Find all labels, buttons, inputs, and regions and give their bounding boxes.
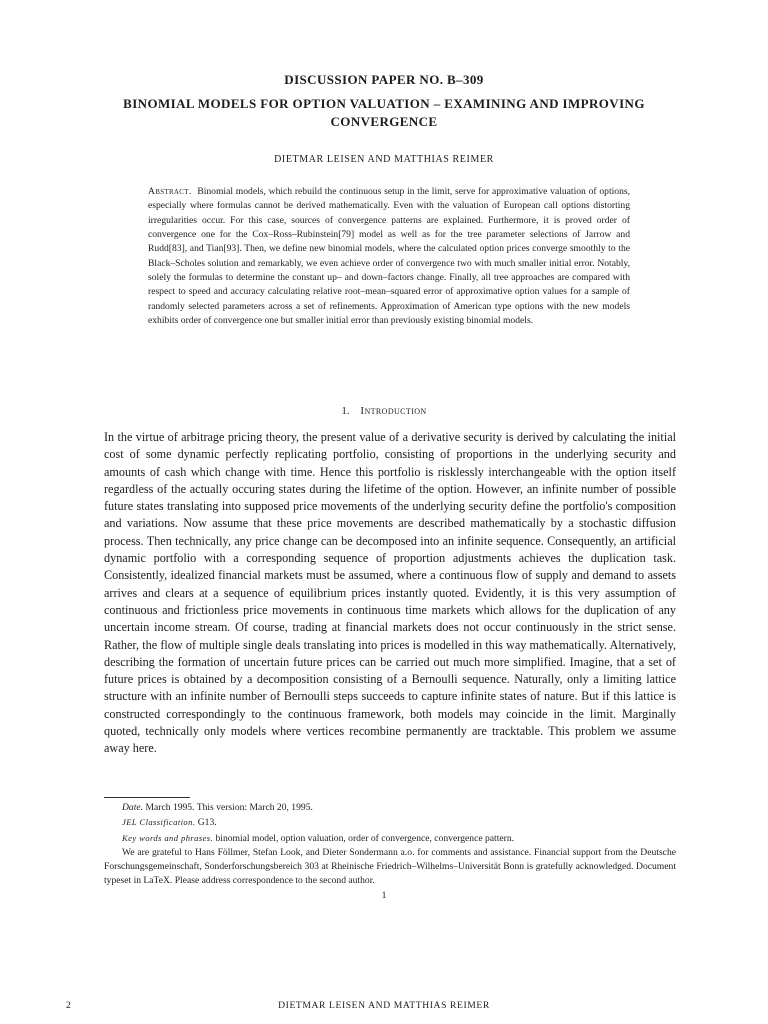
footnote-keywords (104, 831, 676, 846)
section-title: Introduction (360, 405, 427, 417)
footnote-keywords-label: Key words and phrases. (122, 832, 214, 843)
paper-authors: DIETMAR LEISEN AND MATTHIAS REIMER (274, 154, 494, 165)
section-heading (0, 405, 768, 417)
section-number: 1. (341, 405, 350, 417)
footnote-acknowledgment: We are grateful to Hans Föllmer, Stefan Look, and Dieter Sondermann a.o. for comments and assistance. Financial support from the Deutsche Forschungsgemeinschaft, Sonderforschungsbereich 303 at Rheinische Friedrich–Wilhelms–Universität Bonn is gratefully acknowledged. Document typeset in LaTeX. Please address correspondence to the second author. (104, 846, 676, 887)
footnote-date (104, 801, 676, 815)
footnote-jel (104, 815, 676, 830)
abstract (148, 185, 630, 328)
abstract-text: Binomial models, which rebuild the continuous setup in the limit, serve for approximative valuation of options, especially where formulas cannot be derived mathematically. Even with the valuation of European call options distorting irregularities occur. For this case, sources of convergence patterns are explained. Furthermore, it is proved order of convergence one for the Cox–Ross–Rubinstein[79] model as well as for the tree parameter selections of Jarrow and Rudd[83], and Tian[93]. Then, we define new binomial models, where the calculated option prices converge smoothly to the Black–Scholes solution and remarkably, we even achieve order of convergence two with much smaller initial error. Notably, solely the formulas to determine the constant up– and down–factors change. Finally, all tree approaches are compared with respect to speed and accuracy calculating relative root–mean–squared error of approximative option values for a sample of randomly selected parameters across a set of refinements. Approximation of American type options with the new models exhibits order of convergence one but smaller initial error than previously existing binomial models. (148, 186, 630, 327)
running-header: DIETMAR LEISEN AND MATTHIAS REIMER (278, 1000, 490, 1011)
abstract-label: Abstract. (148, 186, 192, 197)
footnote-date-text: March 1995. This version: March 20, 1995. (145, 802, 313, 813)
footnote-jel-text: G13. (197, 817, 217, 829)
running-page-number: 2 (66, 1000, 71, 1011)
page-number: 1 (381, 890, 387, 901)
paper-title: BINOMIAL MODELS FOR OPTION VALUATION – EXAMINING AND IMPROVING CONVERGENCE (123, 96, 645, 129)
footnote-keywords-text: binomial model, option valuation, order of convergence, convergence pattern. (215, 832, 515, 844)
footnote-jel-label: JEL Classification. (122, 817, 196, 828)
footnote-date-label: Date. (122, 802, 144, 813)
discussion-paper-number: DISCUSSION PAPER NO. B–309 (284, 72, 484, 87)
footnote-divider (104, 797, 190, 798)
footnotes (104, 801, 676, 889)
introduction-paragraph: In the virtue of arbitrage pricing theory, the present value of a derivative security is derived by calculating the initial cost of some dynamic perfectly replicating portfolio, consisting of proportions in the underlying security and amounts of cash which change with time. Hence this portfolio is risklessly interchangeable with the option itself regardless of the actually occuring states during the lifetime of the option. However, an infinite number of possible future states translating into supposed price movements of the underlying security define the portfolio's composition and variations. Now assume that these price movements are described mathematically by a stochastic diffusion process. Then technically, any price change can be decomposed into an infinite sequence. Consequently, an artificial dynamic portfolio with a corresponding sequence of proportion adjustments achieves the duplication task. Consistently, idealized financial markets must be assumed, where a continuous flow of supply and demand to assets arrives and clears at a sequence of equilibrium prices instantly quoted. Evidently, it is this very assumption of continuous and frictionless price movements in continuous time markets which allows for the duplication of any uncertain income stream. Of course, trading at financial markets does not occur continuously in the strict sense. Rather, the flow of multiple single deals translating into prices is modelled in this way mathematically. Alternatively, describing the formation of uncertain future prices can be carried out much more simplified. Imagine, that a set of future prices is obtained by a decomposition consisting of a Bernoulli sequence. Naturally, only a limiting lattice structure with an infinite number of Bernoulli steps succeeds to capture infinite states of nature. But if this lattice is constructed correspondingly to the continuous framework, both models may coincide in the limit. Marginally quoted, technically only models where vertices recombine permanently are tracktable. This problem we assume away here. (104, 430, 676, 756)
